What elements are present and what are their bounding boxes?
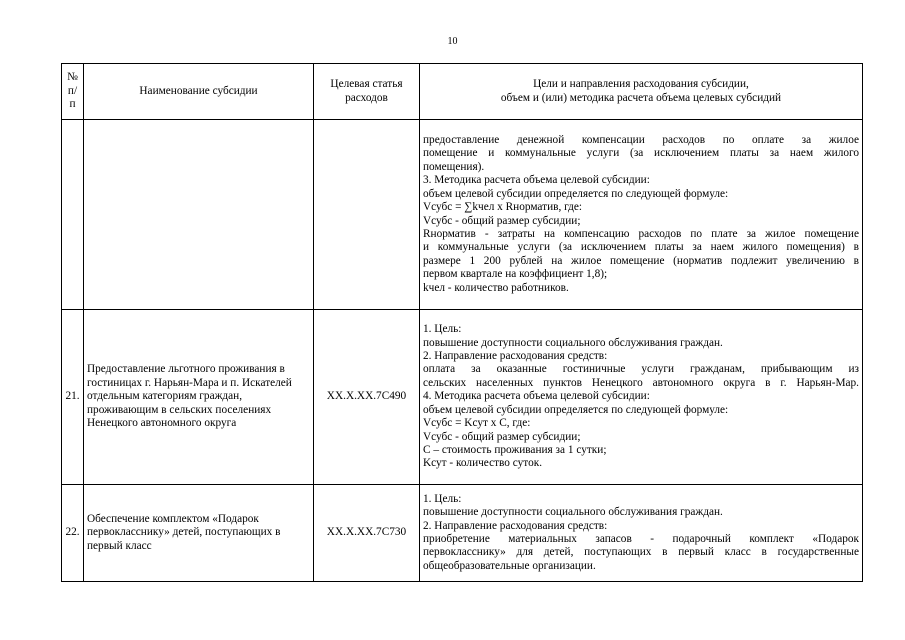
header-number-line: п/	[67, 84, 78, 97]
table-row	[62, 485, 863, 582]
header-number	[62, 64, 84, 120]
goal-line: 1. Цель:	[423, 323, 462, 336]
goal-line: 4. Методика расчета объема целевой субсидии:	[423, 390, 650, 403]
goal-line: объем целевой субсидии определяется по следующей формуле:	[423, 187, 729, 200]
goal-line: Vсубс = ∑kчел x Rнорматив, где:	[423, 201, 583, 214]
goal-line: Rнорматив - затраты на компенсацию расходов по плате за жилое помещение	[423, 227, 859, 240]
target-article: XX.X.XX.7C490	[314, 310, 420, 485]
row-number: 21.	[62, 310, 84, 485]
row-number: 22.	[62, 485, 84, 582]
goal-line: приобретение материальных запасов - подарочный комплект «Подарок	[423, 533, 859, 545]
goal-line: Vсубс = Kсут x C, где:	[423, 417, 531, 430]
target-article: XX.X.XX.7C730	[314, 485, 420, 582]
header-target-article-line: Целевая статья	[330, 78, 403, 91]
header-goals-line: Цели и направления расходования субсидии,	[533, 78, 749, 91]
goal-line: повышение доступности социального обслуживания граждан.	[423, 336, 723, 349]
goal-line: помещение и коммунальные услуги (за исключением платы за наем жилого	[423, 147, 859, 160]
goal-line: 2. Направление расходования средств:	[423, 350, 608, 363]
goals-cell	[420, 120, 863, 310]
header-subsidy-name: Наименование субсидии	[84, 64, 314, 120]
table-header-row	[62, 64, 863, 120]
subsidy-name	[84, 120, 314, 310]
goal-line: помещения).	[423, 160, 485, 173]
header-goals	[420, 64, 863, 120]
goal-line: 2. Направление расходования средств:	[423, 519, 608, 532]
goal-line: Vсубс - общий размер субсидии;	[423, 214, 581, 227]
goal-line: Kсут - количество суток.	[423, 457, 543, 470]
goal-line: 1. Цель:	[423, 492, 462, 505]
target-article	[314, 120, 420, 310]
goals-cell	[420, 310, 863, 485]
subsidy-name: Обеспечение комплектом «Подарок первокласснику» детей, поступающих в первый класс	[84, 485, 314, 582]
subsidies-table	[61, 63, 863, 582]
header-number-line: п	[69, 98, 76, 111]
goal-line: оплата за оказанные гостиничные услуги гражданам, прибывающим из	[423, 363, 859, 376]
goal-line: первокласснику» для детей, поступающих в первый класс в государственные	[423, 546, 859, 559]
goal-line: kчел - количество работников.	[423, 281, 569, 294]
goal-line: общеобразовательные организации.	[423, 559, 596, 572]
goal-line: сельских населенных пунктов Ненецкого автономного округа в г. Нарьян-Мар.	[423, 376, 859, 389]
table-row	[62, 310, 863, 485]
goals-cell	[420, 485, 863, 582]
header-target-article-line: расходов	[345, 91, 388, 104]
subsidy-name: Предоставление льготного проживания в гостиницах г. Нарьян-Мара и п. Искателей отдельным категориям граждан, проживающим в сельских поселениях Ненецкого автономного округа	[84, 310, 314, 485]
table-row	[62, 120, 863, 310]
goal-line: 3. Методика расчета объема целевой субсидии:	[423, 174, 650, 187]
header-goals-line: объем и (или) методика расчета объема целевых субсидий	[500, 91, 782, 104]
goal-line: C – стоимость проживания за 1 сутки;	[423, 443, 607, 456]
goal-line: повышение доступности социального обслуживания граждан.	[423, 506, 723, 519]
row-number	[62, 120, 84, 310]
header-target-article	[314, 64, 420, 120]
goal-line: первом квартале на коэффициент 1,8);	[423, 268, 608, 281]
goal-line: и коммунальные услуги (за исключением платы за наем жилого помещения) в	[423, 241, 859, 254]
page-number: 10	[447, 36, 458, 47]
goal-line: объем целевой субсидии определяется по следующей формуле:	[423, 403, 729, 416]
header-number-line: №	[67, 71, 78, 84]
goal-line: размере 1 200 рублей на жилое помещение (норматив подлежит увеличению в	[423, 254, 859, 267]
goal-line: Vсубс - общий размер субсидии;	[423, 430, 581, 443]
goal-line: предоставление денежной компенсации расходов по оплате за жилое	[423, 134, 859, 147]
